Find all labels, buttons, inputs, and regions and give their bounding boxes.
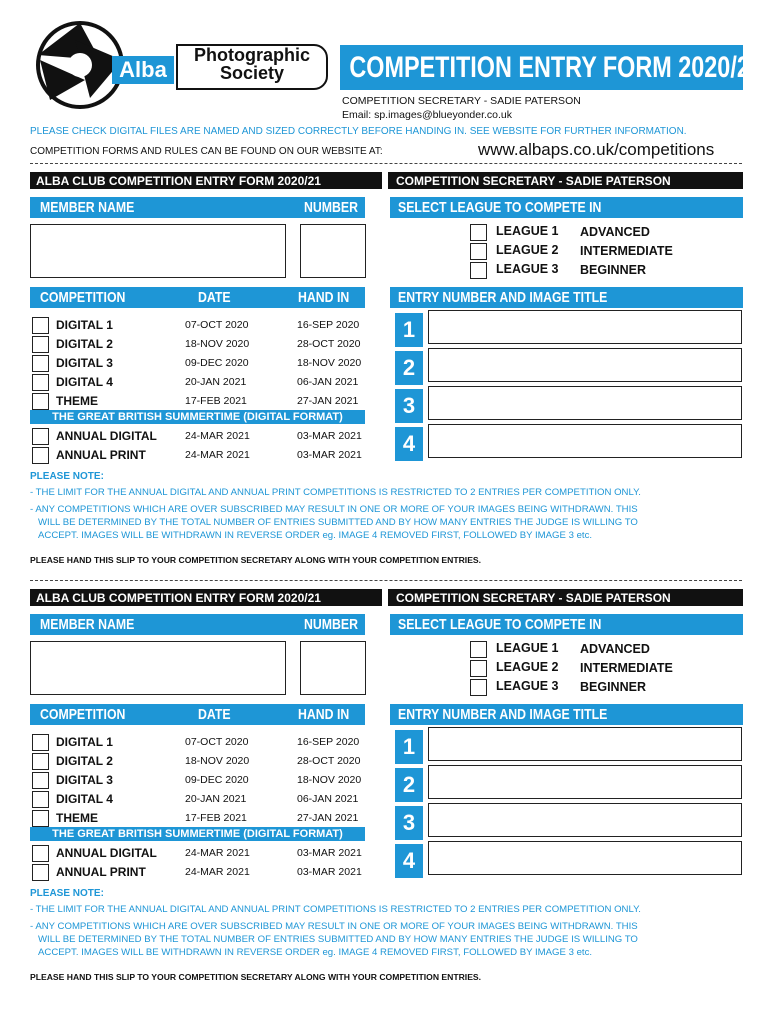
competition-name: DIGITAL 1	[56, 735, 113, 749]
entry-title-label: ENTRY NUMBER AND IMAGE TITLE	[398, 706, 608, 723]
competition-date: 20-JAN 2021	[185, 376, 247, 388]
member-name-input[interactable]	[30, 224, 286, 278]
league-label: LEAGUE 2	[496, 243, 559, 257]
league-3-checkbox[interactable]	[470, 262, 487, 279]
annual-checkbox[interactable]	[32, 864, 49, 881]
theme-banner	[30, 827, 365, 841]
theme-banner-text: THE GREAT BRITISH SUMMERTIME (DIGITAL FORMAT)	[52, 411, 343, 423]
competition-hand-in: 18-NOV 2020	[297, 357, 362, 369]
annual-checkbox[interactable]	[32, 845, 49, 862]
league-1-checkbox[interactable]	[470, 224, 487, 241]
note-oversubscribed-3: ACCEPT. IMAGES WILL BE WITHDRAWN IN REVERSE ORDER eg. IMAGE 4 REMOVED FIRST, FOLLOWED BY IMAGE 3 etc.	[38, 530, 593, 541]
hand-slip-text: PLEASE HAND THIS SLIP TO YOUR COMPETITION SECRETARY ALONG WITH YOUR COMPETITION ENTRIES.	[30, 972, 482, 982]
competition-date: 18-NOV 2020	[185, 755, 250, 767]
entry-number-badge	[395, 768, 423, 802]
competition-date: 17-FEB 2021	[185, 812, 247, 824]
annual-date: 24-MAR 2021	[185, 847, 250, 859]
col-date: DATE	[198, 289, 231, 306]
number-label: NUMBER	[304, 199, 358, 216]
hand-slip-text: PLEASE HAND THIS SLIP TO YOUR COMPETITION SECRETARY ALONG WITH YOUR COMPETITION ENTRIES.	[30, 555, 482, 565]
league-label: LEAGUE 1	[496, 641, 559, 655]
entry-slip-2	[0, 582, 770, 1002]
annual-name: ANNUAL PRINT	[56, 865, 146, 879]
entry-number: 4	[402, 848, 416, 873]
logo-photographic: Photographic	[194, 45, 310, 65]
member-name-label: MEMBER NAME	[40, 199, 135, 216]
entry-number-badge	[395, 313, 423, 347]
member-bar	[30, 614, 365, 635]
member-name-input[interactable]	[30, 641, 286, 695]
competition-date: 20-JAN 2021	[185, 793, 247, 805]
entry-number-badge	[395, 806, 423, 840]
member-bar	[30, 197, 365, 218]
league-level: BEGINNER	[580, 263, 646, 277]
league-level: INTERMEDIATE	[580, 661, 673, 675]
club-form-bar	[30, 589, 382, 606]
competition-date: 07-OCT 2020	[185, 736, 249, 748]
header-email: Email: sp.images@blueyonder.co.uk	[342, 109, 512, 121]
competition-hand-in: 16-SEP 2020	[297, 736, 360, 748]
competition-checkbox[interactable]	[32, 791, 49, 808]
note-oversubscribed-1: - ANY COMPETITIONS WHICH ARE OVER SUBSCRIBED MAY RESULT IN ONE OR MORE OF YOUR IMAGES BEING WITHDRAWN. THIS	[30, 921, 638, 932]
competition-checkbox[interactable]	[32, 317, 49, 334]
competition-checkbox[interactable]	[32, 336, 49, 353]
league-1-checkbox[interactable]	[470, 641, 487, 658]
club-form-title: ALBA CLUB COMPETITION ENTRY FORM 2020/21	[36, 590, 321, 605]
page-title: COMPETITION ENTRY FORM 2020/21	[349, 50, 763, 84]
image-title-input[interactable]	[428, 386, 742, 420]
col-date: DATE	[198, 706, 231, 723]
annual-date: 24-MAR 2021	[185, 430, 250, 442]
image-title-input[interactable]	[428, 727, 742, 761]
competition-hand-in: 28-OCT 2020	[297, 755, 361, 767]
col-hand-in: HAND IN	[298, 706, 350, 723]
entry-header-bar	[390, 287, 743, 308]
competition-hand-in: 18-NOV 2020	[297, 774, 362, 786]
col-competition: COMPETITION	[40, 289, 126, 306]
league-level: INTERMEDIATE	[580, 244, 673, 258]
website-link[interactable]: www.albaps.co.uk/competitions	[478, 140, 715, 159]
please-note-label: PLEASE NOTE:	[30, 888, 104, 899]
league-bar	[390, 614, 743, 635]
competition-checkbox[interactable]	[32, 374, 49, 391]
annual-hand-in: 03-MAR 2021	[297, 866, 362, 878]
note-oversubscribed-3: ACCEPT. IMAGES WILL BE WITHDRAWN IN REVERSE ORDER eg. IMAGE 4 REMOVED FIRST, FOLLOWED BY IMAGE 3 etc.	[38, 947, 593, 958]
league-bar	[390, 197, 743, 218]
note-oversubscribed-1: - ANY COMPETITIONS WHICH ARE OVER SUBSCRIBED MAY RESULT IN ONE OR MORE OF YOUR IMAGES BEING WITHDRAWN. THIS	[30, 504, 638, 515]
club-form-title: ALBA CLUB COMPETITION ENTRY FORM 2020/21	[36, 173, 321, 188]
annual-hand-in: 03-MAR 2021	[297, 449, 362, 461]
cut-line	[30, 580, 742, 581]
rules-text: COMPETITION FORMS AND RULES CAN BE FOUND ON OUR WEBSITE AT:	[30, 146, 383, 157]
annual-hand-in: 03-MAR 2021	[297, 430, 362, 442]
image-title-input[interactable]	[428, 310, 742, 344]
competition-name: DIGITAL 3	[56, 356, 113, 370]
col-hand-in: HAND IN	[298, 289, 350, 306]
competition-header-bar	[30, 287, 365, 308]
cut-line	[30, 163, 742, 164]
competition-date: 07-OCT 2020	[185, 319, 249, 331]
competition-name: THEME	[56, 394, 98, 408]
number-label: NUMBER	[304, 616, 358, 633]
league-label: LEAGUE 2	[496, 660, 559, 674]
theme-banner	[30, 410, 365, 424]
entry-number: 4	[402, 431, 416, 456]
league-3-checkbox[interactable]	[470, 679, 487, 696]
entry-number-badge	[395, 351, 423, 385]
image-title-input[interactable]	[428, 841, 742, 875]
competition-name: DIGITAL 4	[56, 792, 113, 806]
league-label: LEAGUE 3	[496, 679, 559, 693]
image-title-input[interactable]	[428, 348, 742, 382]
competition-header-bar	[30, 704, 365, 725]
member-number-input[interactable]	[300, 224, 366, 278]
league-2-checkbox[interactable]	[470, 660, 487, 677]
competition-checkbox[interactable]	[32, 393, 49, 410]
page-title-banner	[340, 45, 763, 90]
entry-number-badge	[395, 427, 423, 461]
select-league-label: SELECT LEAGUE TO COMPETE IN	[398, 616, 602, 633]
select-league-label: SELECT LEAGUE TO COMPETE IN	[398, 199, 602, 216]
annual-checkbox[interactable]	[32, 428, 49, 445]
note-oversubscribed-2: WILL BE DETERMINED BY THE TOTAL NUMBER OF ENTRIES SUBMITTED AND BY HOW MANY ENTRIES THE JUDGE IS WILLING TO	[38, 517, 638, 528]
image-title-input[interactable]	[428, 424, 742, 458]
entry-number: 2	[402, 355, 416, 380]
competition-checkbox[interactable]	[32, 810, 49, 827]
league-label: LEAGUE 1	[496, 224, 559, 238]
league-level: BEGINNER	[580, 680, 646, 694]
club-form-bar	[30, 172, 382, 189]
entry-number-badge	[395, 730, 423, 764]
competition-hand-in: 06-JAN 2021	[297, 376, 359, 388]
entry-number-badge	[395, 844, 423, 878]
competition-name: DIGITAL 2	[56, 337, 113, 351]
please-note-label: PLEASE NOTE:	[30, 471, 104, 482]
logo-society: Society	[219, 63, 285, 83]
competition-date: 09-DEC 2020	[185, 774, 249, 786]
competition-name: DIGITAL 2	[56, 754, 113, 768]
annual-name: ANNUAL DIGITAL	[56, 429, 157, 443]
annual-name: ANNUAL DIGITAL	[56, 846, 157, 860]
notice-text: PLEASE CHECK DIGITAL FILES ARE NAMED AND SIZED CORRECTLY BEFORE HANDING IN. SEE WEBSITE FOR FURTHER INFORMATION.	[30, 126, 687, 137]
competition-checkbox[interactable]	[32, 734, 49, 751]
entry-number-badge	[395, 389, 423, 423]
header-secretary: COMPETITION SECRETARY - SADIE PATERSON	[342, 95, 581, 107]
competition-date: 09-DEC 2020	[185, 357, 249, 369]
entry-number: 3	[402, 393, 416, 418]
entry-slip-1	[0, 165, 770, 585]
col-competition: COMPETITION	[40, 706, 126, 723]
annual-checkbox[interactable]	[32, 447, 49, 464]
competition-date: 17-FEB 2021	[185, 395, 247, 407]
competition-date: 18-NOV 2020	[185, 338, 250, 350]
secretary-bar	[388, 172, 743, 189]
entry-header-bar	[390, 704, 743, 725]
annual-name: ANNUAL PRINT	[56, 448, 146, 462]
annual-date: 24-MAR 2021	[185, 449, 250, 461]
entry-number: 2	[402, 772, 416, 797]
entry-number: 3	[402, 810, 416, 835]
competition-hand-in: 06-JAN 2021	[297, 793, 359, 805]
competition-name: DIGITAL 1	[56, 318, 113, 332]
entry-number: 1	[402, 317, 416, 342]
member-number-input[interactable]	[300, 641, 366, 695]
annual-date: 24-MAR 2021	[185, 866, 250, 878]
league-label: LEAGUE 3	[496, 262, 559, 276]
competition-hand-in: 27-JAN 2021	[297, 812, 359, 824]
league-level: ADVANCED	[580, 225, 650, 239]
note-limit: - THE LIMIT FOR THE ANNUAL DIGITAL AND ANNUAL PRINT COMPETITIONS IS RESTRICTED TO 2 ENTRIES PER COMPETITION ONLY.	[30, 904, 641, 915]
secretary-title: COMPETITION SECRETARY - SADIE PATERSON	[396, 590, 671, 605]
note-limit: - THE LIMIT FOR THE ANNUAL DIGITAL AND ANNUAL PRINT COMPETITIONS IS RESTRICTED TO 2 ENTRIES PER COMPETITION ONLY.	[30, 487, 641, 498]
secretary-bar	[388, 589, 743, 606]
entry-number: 1	[402, 734, 416, 759]
note-oversubscribed-2: WILL BE DETERMINED BY THE TOTAL NUMBER OF ENTRIES SUBMITTED AND BY HOW MANY ENTRIES THE JUDGE IS WILLING TO	[38, 934, 638, 945]
annual-hand-in: 03-MAR 2021	[297, 847, 362, 859]
image-title-input[interactable]	[428, 803, 742, 837]
secretary-title: COMPETITION SECRETARY - SADIE PATERSON	[396, 173, 671, 188]
member-name-label: MEMBER NAME	[40, 616, 135, 633]
competition-checkbox[interactable]	[32, 355, 49, 372]
entry-title-label: ENTRY NUMBER AND IMAGE TITLE	[398, 289, 608, 306]
competition-name: DIGITAL 3	[56, 773, 113, 787]
logo	[30, 20, 330, 110]
image-title-input[interactable]	[428, 765, 742, 799]
competition-name: THEME	[56, 811, 98, 825]
league-2-checkbox[interactable]	[470, 243, 487, 260]
league-level: ADVANCED	[580, 642, 650, 656]
competition-checkbox[interactable]	[32, 753, 49, 770]
competition-name: DIGITAL 4	[56, 375, 113, 389]
competition-hand-in: 28-OCT 2020	[297, 338, 361, 350]
competition-checkbox[interactable]	[32, 772, 49, 789]
logo-alba: Alba	[119, 57, 167, 82]
theme-banner-text: THE GREAT BRITISH SUMMERTIME (DIGITAL FORMAT)	[52, 828, 343, 840]
competition-hand-in: 16-SEP 2020	[297, 319, 360, 331]
competition-hand-in: 27-JAN 2021	[297, 395, 359, 407]
